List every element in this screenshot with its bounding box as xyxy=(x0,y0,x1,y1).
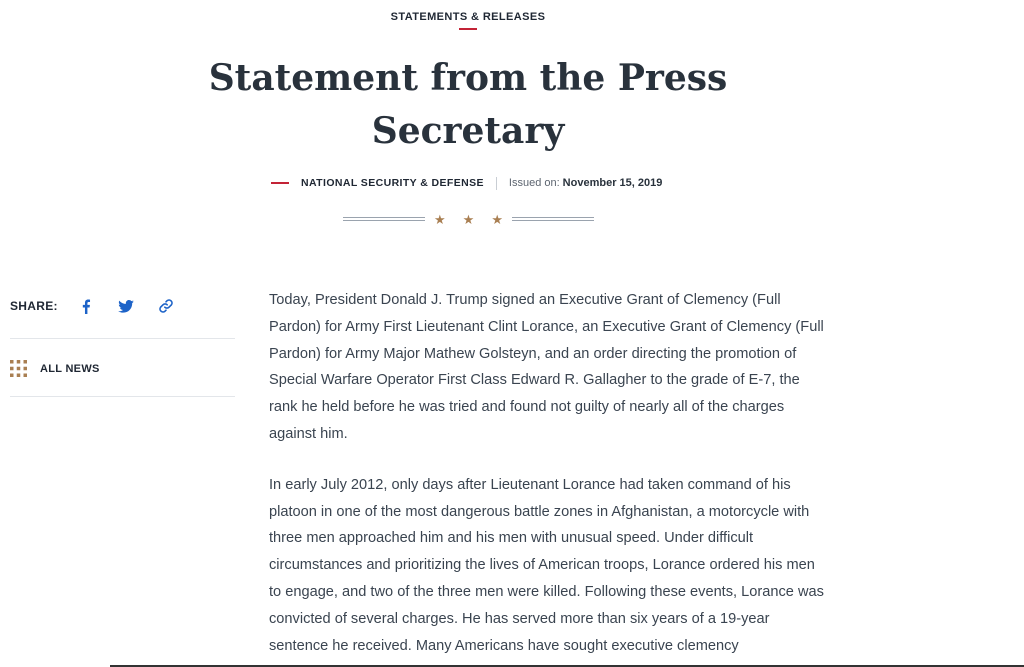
ornament-line-right xyxy=(512,217,594,221)
facebook-icon xyxy=(81,299,91,314)
ornament-line-left xyxy=(343,217,425,221)
title-ornament xyxy=(343,211,594,231)
section-eyebrow-link[interactable]: STATEMENTS & RELEASES xyxy=(390,11,546,23)
page-title: Statement from the Press Secretary xyxy=(208,57,728,152)
article-meta xyxy=(271,176,662,190)
meta-divider xyxy=(496,177,497,190)
twitter-share-button[interactable] xyxy=(114,296,138,316)
article-paragraph: In early July 2012, only days after Lieutenant Lorance had taken command of his platoon in one of the most dangerous battle zones in Afghanistan, a motorcycle with three men approached him and his men with unusual speed. Under difficult circumstances and prioritizing the lives of American troops, Lorance ordered his men to engage, and two of the three men were killed. Following these events, Lorance was convicted of several charges. He has served more than six years of a 19-year sentence he received. Many Americans have sought executive clemency xyxy=(269,476,824,654)
issued-date: November 15, 2019 xyxy=(562,177,663,189)
article-paragraph: Today, President Donald J. Trump signed an Executive Grant of Clemency (Full Pardon) for Army First Lieutenant Clint Lorance, an Executive Grant of Clemency (Full Pardon) for Army Major Mathew Golsteyn, and an order directing the promotion of Special Warfare Operator First Class Edward R. Gallagher to the grade of E-7, the rank he held before he was tried and found not guilty of nearly all of the charges against him. xyxy=(269,292,824,442)
share-label: SHARE: xyxy=(10,299,58,313)
sidebar-divider xyxy=(10,396,235,397)
star-icon: ★ xyxy=(462,212,475,227)
article-body xyxy=(269,287,829,667)
issued-label: Issued on: xyxy=(508,177,560,189)
all-news-link[interactable] xyxy=(10,360,100,377)
twitter-icon xyxy=(118,300,134,313)
sidebar-divider xyxy=(10,338,235,339)
share-bar xyxy=(10,296,235,316)
category-accent-rule xyxy=(271,182,289,184)
star-icon: ★ xyxy=(434,212,446,227)
facebook-share-button[interactable] xyxy=(74,296,98,316)
link-icon xyxy=(158,298,174,314)
ornament-stars xyxy=(434,212,503,228)
all-news-label: ALL NEWS xyxy=(40,362,100,375)
star-icon: ★ xyxy=(491,212,503,227)
copy-link-button[interactable] xyxy=(154,296,178,316)
eyebrow-accent-rule xyxy=(459,28,477,30)
grid-icon xyxy=(10,360,27,377)
category-link[interactable]: NATIONAL SECURITY & DEFENSE xyxy=(301,177,484,189)
